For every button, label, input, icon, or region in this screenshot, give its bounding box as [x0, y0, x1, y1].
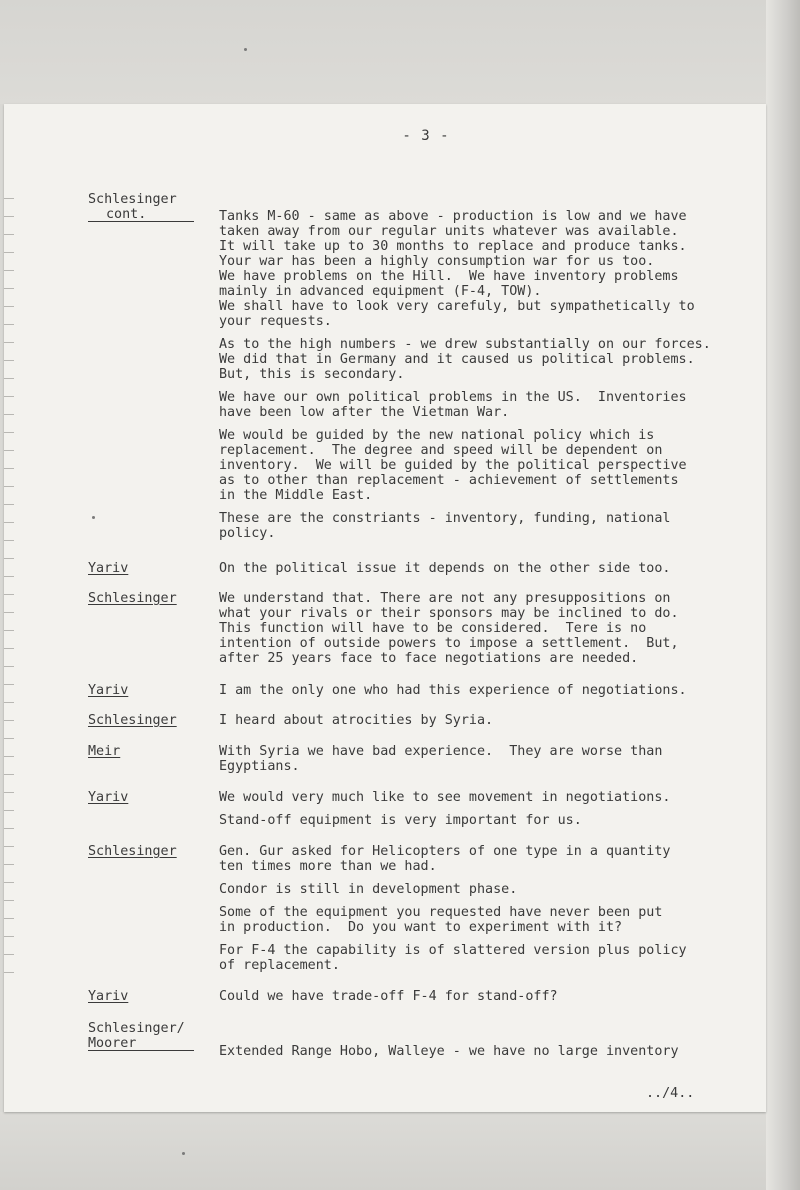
statement-paragraph: We would very much like to see movement in negotiations. [219, 790, 671, 805]
statement-paragraph: With Syria we have bad experience. They are worse than Egyptians. [219, 744, 663, 774]
speaker-name: Schlesinger [88, 713, 177, 728]
speaker-name: Yariv [88, 989, 129, 1004]
statement-paragraph: I am the only one who had this experience of negotiations. [219, 683, 687, 698]
statement-paragraph: I heard about atrocities by Syria. [219, 713, 494, 728]
scan-speck [182, 1152, 185, 1155]
speaker-name: Yariv [88, 790, 129, 805]
speaker-name: Yariv [88, 561, 129, 576]
speaker-name: Schlesinger [88, 844, 177, 859]
speaker-name: Schlesinger [88, 192, 177, 207]
statement-paragraph: Tanks M-60 - same as above - production is low and we have taken away from our regular units whatever was available. It will take up to 30 months to replace and produce tanks. Your war has been a highly consumption war for us too. We have problems on the Hill. We have inventory problems mainly in advanced equipment (F-4, TOW). We shall have to look very carefuly, but sympathetically to your requests. [219, 209, 695, 329]
scan-speck [244, 48, 247, 51]
continuation-marker: ../4.. [646, 1086, 695, 1101]
speaker-name: Meir [88, 744, 121, 759]
statement-paragraph: We understand that. There are not any presuppositions on what your rivals or their sponsors may be inclined to do. This function will have to be considered. Tere is no intention of outside powers to impose a settlement. But, after 25 years face to face negotiations are needed. [219, 591, 679, 666]
statement-paragraph: On the political issue it depends on the other side too. [219, 561, 671, 576]
statement-paragraph: Extended Range Hobo, Walleye - we have no large inventory [219, 1044, 679, 1059]
statement-paragraph: Stand-off equipment is very important for us. [219, 813, 582, 828]
scan-speck [92, 516, 95, 519]
speaker-name: Schlesinger [88, 591, 177, 606]
statement-paragraph: We have our own political problems in the US. Inventories have been low after the Vietman War. [219, 390, 687, 420]
speaker-name: Schlesinger/ [88, 1021, 185, 1036]
statement-paragraph: Could we have trade-off F-4 for stand-off? [219, 989, 558, 1004]
statement-paragraph: As to the high numbers - we drew substantially on our forces. We did that in Germany and it caused us political problems. But, this is secondary. [219, 337, 711, 382]
speaker-name: Moorer [88, 1037, 194, 1051]
statement-paragraph: We would be guided by the new national policy which is replacement. The degree and speed will be dependent on inventory. We will be guided by the political perspective as to other than replacement - achievement of settlements in the Middle East. [219, 428, 687, 503]
speaker-name: Yariv [88, 683, 129, 698]
statement-paragraph: Some of the equipment you requested have never been put in production. Do you want to experiment with it? [219, 905, 663, 935]
statement-paragraph: Gen. Gur asked for Helicopters of one type in a quantity ten times more than we had. [219, 844, 671, 874]
statement-paragraph: These are the constriants - inventory, funding, national policy. [219, 511, 671, 541]
scan-background-bottom [0, 1112, 800, 1190]
speaker-label [88, 192, 200, 222]
page-number: - 3 - [402, 128, 450, 144]
statement-paragraph: For F-4 the capability is of slattered version plus policy of replacement. [219, 943, 687, 973]
statement-paragraph: Condor is still in development phase. [219, 882, 518, 897]
speaker-name-cont: cont. [88, 208, 194, 222]
scan-background-top [0, 0, 800, 104]
